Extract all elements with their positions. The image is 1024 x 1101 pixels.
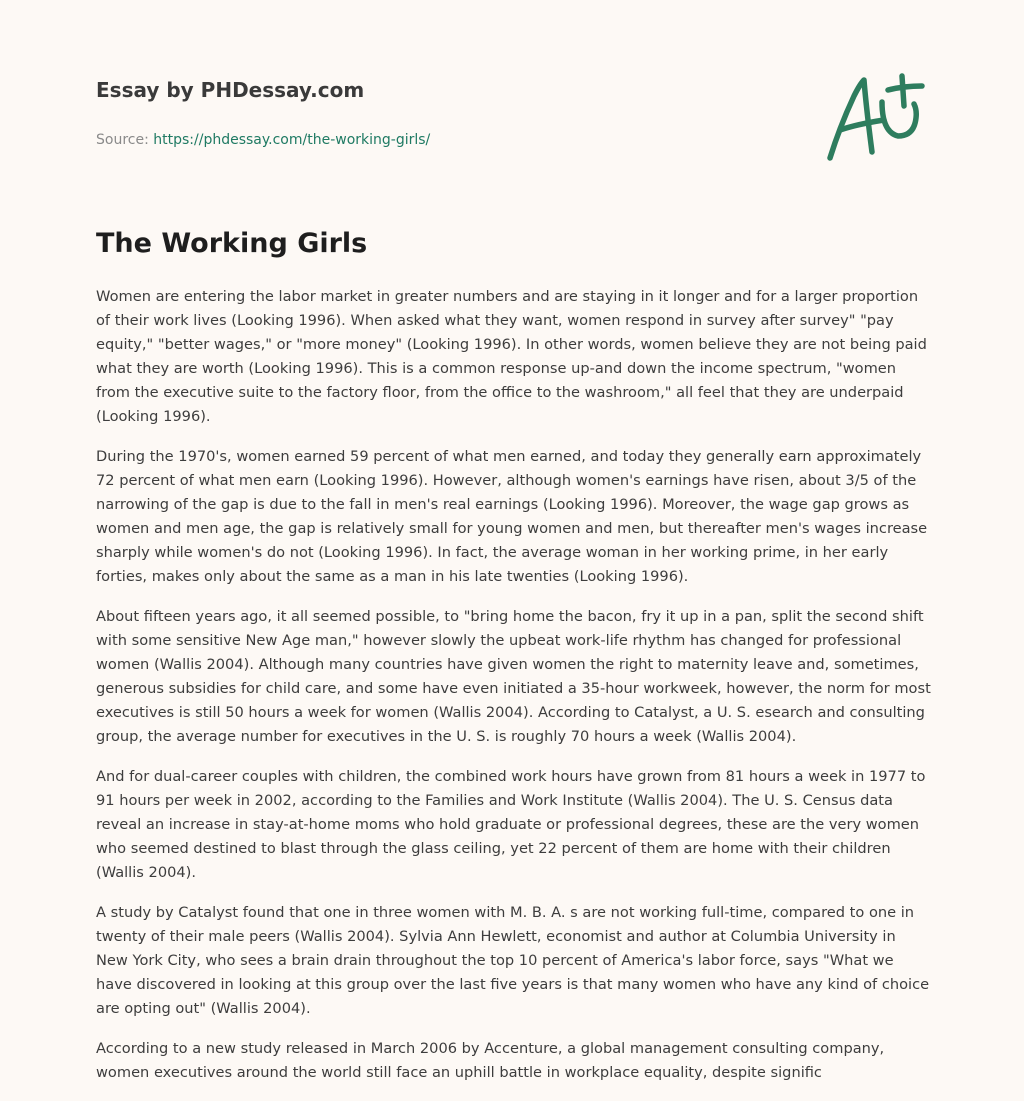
paragraph: Women are entering the labor market in greater numbers and are staying in it longer and for a larger proportion of their work lives (Looking 1996). When asked what they want, women respond in survey after survey" "pay equity," "better wages," or "more money" (Looking 1996). In other words, women believe they are not being paid what they are worth (Looking 1996). This is a common response up-and down the income spectrum, "women from the executive suite to the factory floor, from the office to the washroom," all feel that they are underpaid (Looking 1996). bbox=[96, 288, 927, 425]
article-body bbox=[96, 285, 932, 1101]
source-label: Source: bbox=[96, 132, 149, 148]
site-brand: Essay by PHDessay.com bbox=[96, 78, 365, 102]
paragraph: And for dual-career couples with children, the combined work hours have grown from 81 hours a week in 1977 to 91 hours per week in 2002, according to the Families and Work Institute (Wallis 2004). The U. S. Census data reveal an increase in stay-at-home moms who hold graduate or professional degrees, these are the very women who seemed destined to blast through the glass ceiling, yet 22 percent of them are home with their children (Wallis 2004). bbox=[96, 768, 926, 881]
source-link[interactable]: https://phdessay.com/the-working-girls/ bbox=[153, 132, 431, 148]
article-title: The Working Girls bbox=[96, 228, 368, 259]
paragraph: During the 1970's, women earned 59 percent of what men earned, and today they generally earn approximately 72 percent of what men earn (Looking 1996). However, although women's earnings have risen, about 3/5 of the narrowing of the gap is due to the fall in men's real earnings (Looking 1996). Moreover, the wage gap grows as women and men age, the gap is relatively small for young women and men, but thereafter men's wages increase sharply while women's do not (Looking 1996). In fact, the average woman in her working prime, in her early forties, makes only about the same as a man in his late twenties (Looking 1996). bbox=[96, 448, 928, 585]
source-line bbox=[96, 130, 430, 150]
paragraph: A study by Catalyst found that one in three women with M. B. A. s are not working full-time, compared to one in twenty of their male peers (Wallis 2004). Sylvia Ann Hewlett, economist and author at Columbia University in New York City, who sees a brain drain throughout the top 10 percent of America's labor force, says "What we have discovered in looking at this group over the last five years is that many women who have any kind of choice are opting out" (Wallis 2004). bbox=[96, 904, 930, 1017]
paragraph: According to a new study released in March 2006 by Accenture, a global management consulting company, women executives around the world still face an uphill battle in workplace equality, despite signific bbox=[96, 1040, 885, 1081]
paragraph: About fifteen years ago, it all seemed possible, to "bring home the bacon, fry it up in a pan, split the second shift with some sensitive New Age man," however slowly the upbeat work-life rhythm has changed for professional women (Wallis 2004). Although many countries have given women the right to maternity leave and, sometimes, generous subsidies for child care, and some have even initiated a 35-hour workweek, however, the norm for most executives is still 50 hours a week for women (Wallis 2004). According to Catalyst, a U. S. esearch and consulting group, the average number for executives in the U. S. is roughly 70 hours a week (Wallis 2004). bbox=[96, 608, 931, 745]
a-plus-logo-icon bbox=[818, 66, 930, 166]
document-header bbox=[96, 74, 430, 150]
